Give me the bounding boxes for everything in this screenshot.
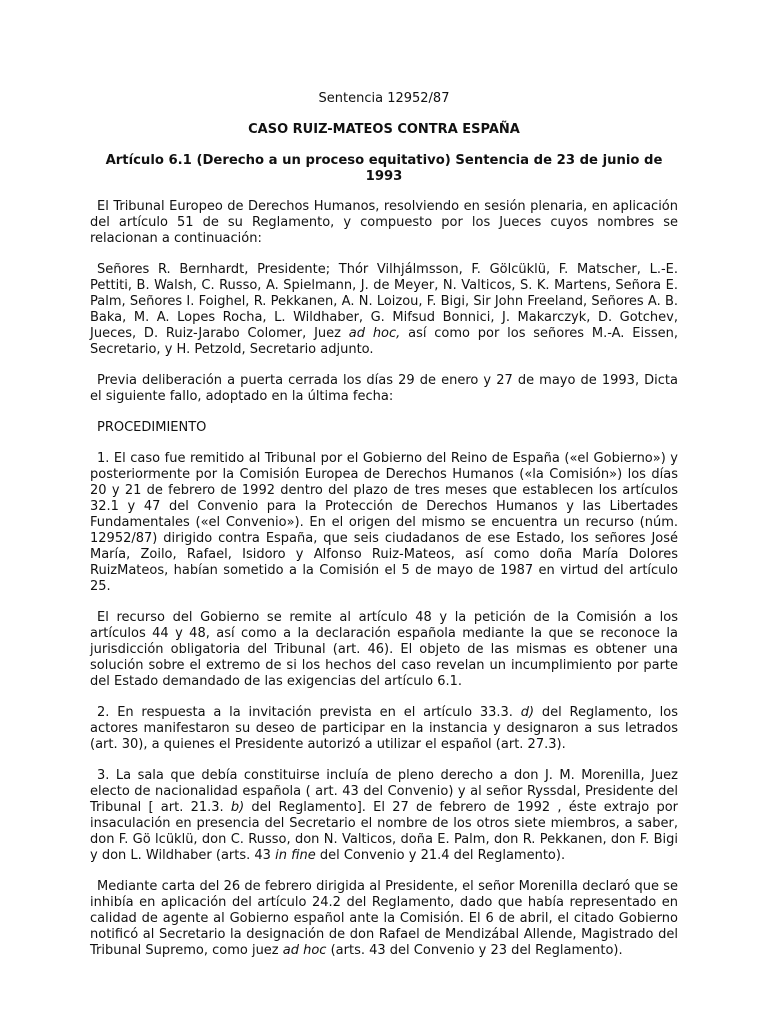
paragraph-2 [90,705,678,753]
sentence-number: Sentencia 12952/87 [318,91,450,106]
judges-text-part1: Señores R. Bernhardt, Presidente; Thór Vilhjálmsson, F. Gölcüklü, F. Matscher, L.-E. Pettiti, B. Walsh, C. Russo, A. Spielmann, J. de Meyer, N. Valticos, S. K. Martens, Señora E. Palm, Señores I. Foighel, R. Pekkanen, A. N. Loizou, F. Bigi, Sir John Freeland, Señores A. B. Baka, M. A. Lopes Rocha, L. Wildhaber, G. Mifsud Bonnici, J. Makarczyk, D. Gotchev, Jueces, D. Ruiz-Jarabo Colomer, Juez [90,262,678,341]
document-page [90,91,678,974]
section-heading-procedimiento: PROCEDIMIENTO [97,420,207,435]
paragraph-deliberation: Previa deliberación a puerta cerrada los días 29 de enero y 27 de mayo de 1993, Dicta el siguiente fallo, adoptado en la última fecha: [90,373,678,404]
p2-text-part1: 2. En respuesta a la invitación prevista en el artículo 33.3. [97,705,521,720]
morenilla-italic-ad-hoc: ad hoc [282,943,327,958]
paragraph-morenilla [90,879,678,959]
article-heading: Artículo 6.1 (Derecho a un proceso equitativo) Sentencia de 23 de junio de 1993 [105,153,663,184]
paragraph-1: 1. El caso fue remitido al Tribunal por el Gobierno del Reino de España («el Gobierno») y posteriormente por la Comisión Europea de Derechos Humanos («la Comisión») los días 20 y 21 de febrero de 1992 dentro del plazo de tres meses que establecen los artículos 32.1 y 47 del Convenio para la Protección de Derechos Humanos y las Libertades Fundamentales («el Convenio»). En el origen del mismo se encuentra un recurso (núm. 12952/87) dirigido contra España, que seis ciudadanos de ese Estado, los señores José María, Zoilo, Rafael, Isidoro y Alfonso Ruiz-Mateos, así como doña María Dolores RuizMateos, habían sometido a la Comisión el 5 de mayo de 1987 en virtud del artículo 25. [90,451,678,594]
paragraph-3 [90,768,678,864]
p2-italic-d: d) [520,705,535,720]
p3-italic-b: b) [230,800,245,815]
judges-text-part2: así como por los señores M.-A. Eissen, Secretario, y H. Petzold, Secretario adjunto. [90,326,678,357]
p2-text-part2: del Reglamento, los actores manifestaron su deseo de participar en la instancia y designaron a sus letrados (art. 30), a quienes el Presidente autorizó a utilizar el español (art. 27.3). [90,705,678,752]
p3-text-part3: del Convenio y 21.4 del Reglamento). [315,848,566,863]
judges-italic-ad-hoc: ad hoc, [348,326,401,341]
morenilla-text-part2: (arts. 43 del Convenio y 23 del Reglamento). [326,943,623,958]
paragraph-judges [90,262,678,358]
p3-text-part1: 3. La sala que debía constituirse incluía de pleno derecho a don J. M. Morenilla, Juez electo de nacionalidad española ( art. 43 del Convenio) y al señor Ryssdal, Presidente del Tribunal [ art. 21.3. [90,768,678,815]
morenilla-text-part1: Mediante carta del 26 de febrero dirigida al Presidente, el señor Morenilla declaró que se inhibía en aplicación del artículo 24.2 del Reglamento, dado que había representado en calidad de agente al Gobierno español ante la Comisión. El 6 de abril, el citado Gobierno notificó al Secretario la designación de don Rafael de Mendizábal Allende, Magistrado del Tribunal Supremo, como juez [90,879,678,958]
paragraph-recurso: El recurso del Gobierno se remite al artículo 48 y la petición de la Comisión a los artículos 44 y 48, así como a la declaración española mediante la que se reconoce la jurisdicción obligatoria del Tribunal (art. 46). El objeto de las mismas es obtener una solución sobre el extremo de si los hechos del caso revelan un incumplimiento por parte del Estado demandado de las exigencias del artículo 6.1. [90,610,678,689]
p3-text-part2: del Reglamento]. El 27 de febrero de 1992 , éste extrajo por insaculación en presencia del Secretario el nombre de los otros siete miembros, a saber, don F. Gö lcüklü, don C. Russo, don N. Valticos, doña E. Palm, don R. Pekkanen, don F. Bigi y don L. Wildhaber (arts. 43 [90,800,678,863]
case-title: CASO RUIZ-MATEOS CONTRA ESPAÑA [248,122,520,137]
paragraph-intro: El Tribunal Europeo de Derechos Humanos, resolviendo en sesión plenaria, en aplicación del artículo 51 de su Reglamento, y compuesto por los Jueces cuyos nombres se relacionan a continuación: [90,199,678,246]
p3-italic-in-fine: in fine [275,848,316,863]
